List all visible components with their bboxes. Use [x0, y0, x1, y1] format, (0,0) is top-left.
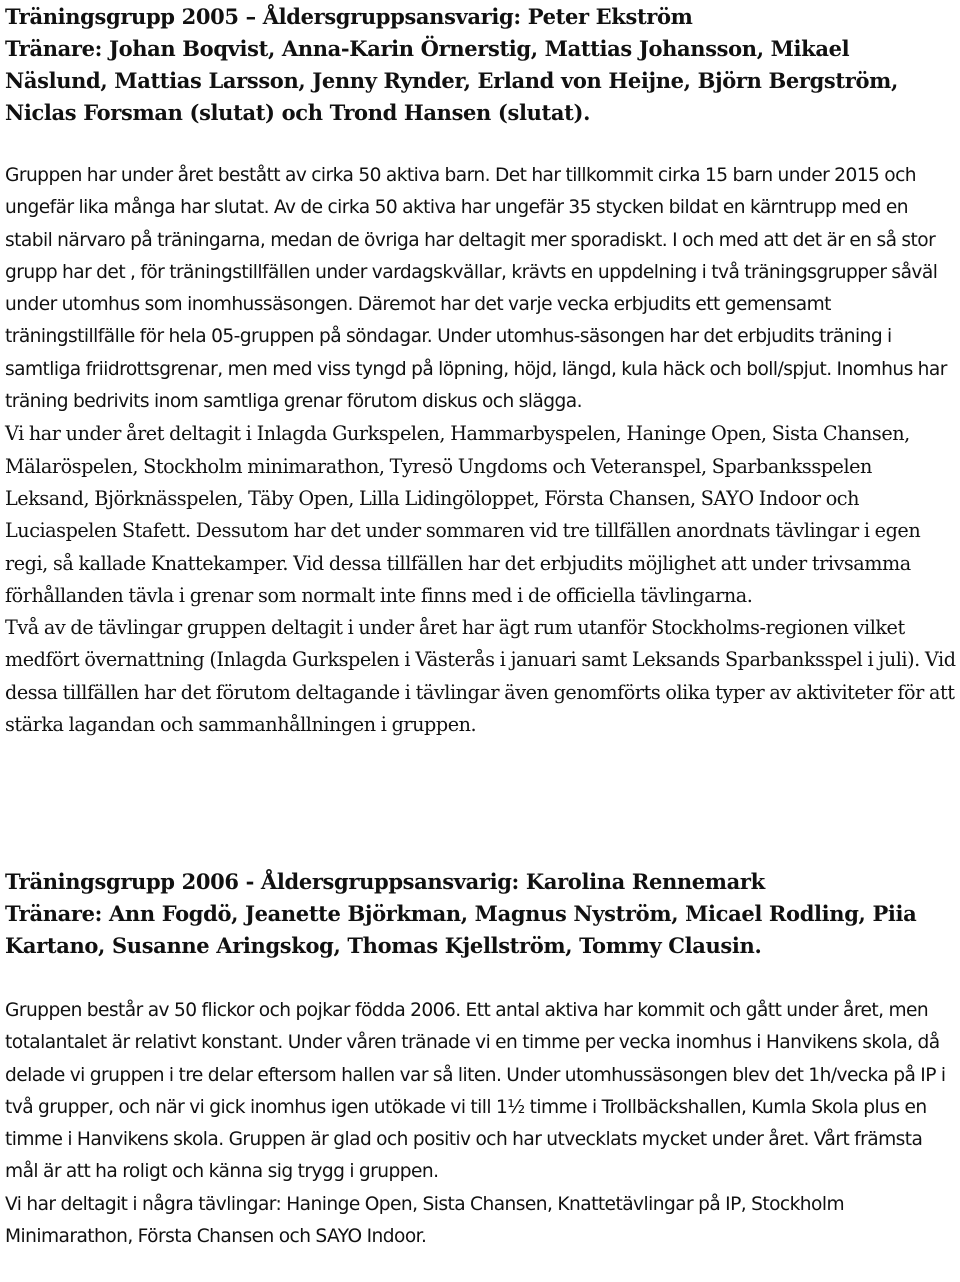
body-paragraph: Vi har under året deltagit i Inlagda Gurkspelen, Hammarbyspelen, Haninge Open, Sista Chansen, Mälaröspelen, Stockholm minimarathon, Tyresö Ungdoms och Veteranspel, Sparbanksspelen Leksand, Björknässpelen, Täby Open, Lilla Lidingöloppet, Första Chansen, SAYO Indoor och Luciaspelen Stafett. Dessutom har det under sommaren vid tre tillfällen anordnats tävlingar i egen regi, så kallade Knattekamper. Vid dessa tillfällen har det erbjudits möjlighet att under trivsamma förhållanden tävla i grenar som normalt inte finns med i de officiella tävlingarna. — [5, 422, 921, 607]
section-body-2006 — [5, 995, 957, 1253]
section-training-group-2006 — [5, 866, 957, 962]
paragraph-text: Under utomhus-säsongen har det erbjudits träning i samtliga friidrottsgrenar, men med viss tyngd på löpning, höjd, längd, kula häck och boll/spjut. Inomhus har träning bedrivits inom samtliga grenar förutom diskus och slägga. — [5, 326, 947, 413]
section-training-group-2005 — [5, 1, 957, 129]
body-paragraph: Två av de tävlingar gruppen deltagit i under året har ägt rum utanför Stockholms-regionen vilket medfört övernattning (Inlagda Gurkspelen i Västerås i januari samt Leksands Sparbanksspel i juli). Vid dessa tillfällen har det förutom deltagande i tävlingar även genomförts olika typer av aktiviteter för att stärka lagandan och sammanhållningen i gruppen. — [5, 616, 956, 737]
trainers-list: Tränare: Ann Fogdö, Jeanette Björkman, Magnus Nyström, Micael Rodling, Piia Kartano, Susanne Aringskog, Thomas Kjellström, Tommy Clausin. — [5, 901, 917, 958]
section-heading: Träningsgrupp 2006 - Åldersgruppsansvarig: Karolina Rennemark — [5, 869, 765, 894]
section-heading: Träningsgrupp 2005 – Åldersgruppsansvarig: Peter Ekström — [5, 4, 693, 29]
section-body-2005 — [5, 160, 957, 741]
body-paragraph: Gruppen består av 50 flickor och pojkar födda 2006. Ett antal aktiva har kommit och gått under året, men totalantalet är relativt konstant. Under våren tränade vi en timme per vecka inomhus i Hanvikens skola, då delade vi gruppen i tre delar eftersom hallen var så liten. Under utomhussäsongen blev det 1h/vecka på IP i två grupper, och när vi gick inomhus igen utökade vi till 1½ timme i Trollbäckshallen, Kumla Skola plus en timme i Hanvikens skola. Gruppen är glad och positiv och har utvecklats mycket under året. Vårt främsta mål är att ha roligt och känna sig trygg i gruppen. — [5, 1000, 946, 1183]
body-paragraph — [5, 160, 957, 418]
paragraph-text: Gruppen har under året bestått av cirka 50 aktiva barn. Det har tillkommit cirka 15 barn under 2015 och ungefär lika många har slutat. Av de cirka 50 aktiva har ungefär 35 stycken bildat en kärntrupp med en stabil närvaro på träningarna, medan de övriga har deltagit mer sporadiskt. I och med att det är en så stor grupp har det , för träningstillfällen under vardagskvällar, krävts en uppdelning i två träningsgrupper såväl under utomhus som inomhussäsongen. Däremot har det varje vecka erbjudits ett gemensamt träningstillfälle för hela 05-gruppen på söndagar. — [5, 165, 938, 348]
trainers-list: Tränare: Johan Boqvist, Anna-Karin Örnerstig, Mattias Johansson, Mikael Näslund, Mattias Larsson, Jenny Rynder, Erland von Heijne, Björn Bergström, Niclas Forsman (slutat) och Trond Hansen (slutat). — [5, 36, 898, 125]
body-paragraph: Vi har deltagit i några tävlingar: Haninge Open, Sista Chansen, Knattetävlingar på IP, Stockholm Minimarathon, Första Chansen och SAYO Indoor. — [5, 1193, 845, 1248]
